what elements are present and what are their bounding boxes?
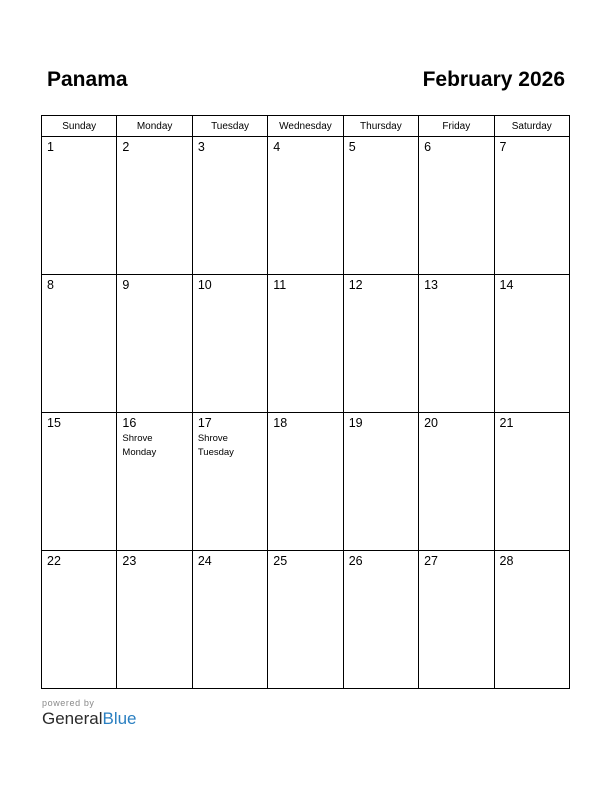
day-cell — [42, 137, 117, 275]
day-number: 27 — [424, 554, 439, 568]
day-number: 18 — [273, 416, 288, 430]
holiday-label — [117, 430, 191, 459]
day-number: 17 — [197, 416, 212, 430]
day-number: 8 — [47, 278, 54, 292]
day-cell — [42, 275, 117, 413]
footer-branding — [42, 698, 137, 729]
day-number: 5 — [348, 140, 356, 154]
weekday-sunday: Sunday — [42, 116, 117, 137]
calendar-grid — [41, 115, 570, 689]
day-cell — [343, 275, 418, 413]
day-number: 28 — [499, 554, 514, 568]
day-number: 14 — [499, 278, 514, 292]
holiday-label-line: Shrove — [122, 433, 153, 444]
day-number: 11 — [273, 278, 287, 292]
day-cell — [419, 551, 494, 689]
weekday-friday: Friday — [419, 116, 494, 137]
day-number: 12 — [348, 278, 363, 292]
powered-by-label: powered by — [42, 698, 95, 708]
day-cell — [192, 275, 267, 413]
day-cell — [343, 137, 418, 275]
generalblue-logo[interactable] — [42, 709, 137, 729]
holiday-label-line: Shrove — [197, 433, 228, 444]
day-number: 4 — [273, 140, 281, 154]
week-row-3 — [42, 413, 570, 551]
weekday-tuesday: Tuesday — [192, 116, 267, 137]
week-row-2 — [42, 275, 570, 413]
day-number: 25 — [273, 554, 288, 568]
day-number: 7 — [499, 140, 507, 154]
day-number: 20 — [424, 416, 439, 430]
day-cell — [494, 413, 569, 551]
day-cell — [494, 551, 569, 689]
day-cell — [268, 413, 343, 551]
brand-name-part2: Blue — [102, 709, 137, 728]
day-cell — [343, 413, 418, 551]
day-number: 26 — [348, 554, 363, 568]
brand-name-part1: General — [42, 709, 103, 728]
day-number: 24 — [197, 554, 212, 568]
holiday-label-line: Tuesday — [197, 446, 234, 458]
day-cell — [268, 551, 343, 689]
week-row-1 — [42, 137, 570, 275]
weekday-header-row — [42, 116, 570, 137]
day-number: 15 — [47, 416, 61, 430]
week-row-4 — [42, 551, 570, 689]
day-cell — [494, 137, 569, 275]
day-cell — [268, 137, 343, 275]
weekday-saturday: Saturday — [494, 116, 569, 137]
day-number: 21 — [499, 416, 514, 430]
day-cell — [117, 275, 192, 413]
holiday-label — [193, 430, 267, 459]
weekday-wednesday: Wednesday — [268, 116, 343, 137]
weekday-monday: Monday — [117, 116, 192, 137]
day-number: 10 — [197, 278, 212, 292]
day-number: 22 — [47, 554, 61, 568]
day-number: 3 — [197, 140, 205, 154]
day-cell — [419, 137, 494, 275]
day-cell — [192, 551, 267, 689]
month-year-title: February 2026 — [422, 68, 565, 91]
day-number: 23 — [122, 554, 137, 568]
country-title: Panama — [47, 68, 128, 91]
day-number: 16 — [122, 416, 137, 430]
day-cell — [494, 275, 569, 413]
day-cell — [42, 413, 117, 551]
day-number: 13 — [424, 278, 439, 292]
day-cell-holiday — [117, 413, 192, 551]
day-cell — [42, 551, 117, 689]
day-cell — [343, 551, 418, 689]
day-cell — [192, 137, 267, 275]
day-number: 19 — [348, 416, 363, 430]
day-number: 6 — [424, 140, 432, 154]
day-cell — [117, 551, 192, 689]
weekday-thursday: Thursday — [343, 116, 418, 137]
holiday-label-line: Monday — [122, 446, 157, 458]
day-number: 9 — [122, 278, 130, 292]
day-cell — [419, 275, 494, 413]
day-number: 2 — [122, 140, 130, 154]
day-cell-holiday — [192, 413, 267, 551]
calendar-header — [0, 68, 612, 100]
day-number: 1 — [47, 140, 54, 154]
day-cell — [419, 413, 494, 551]
day-cell — [117, 137, 192, 275]
day-cell — [268, 275, 343, 413]
